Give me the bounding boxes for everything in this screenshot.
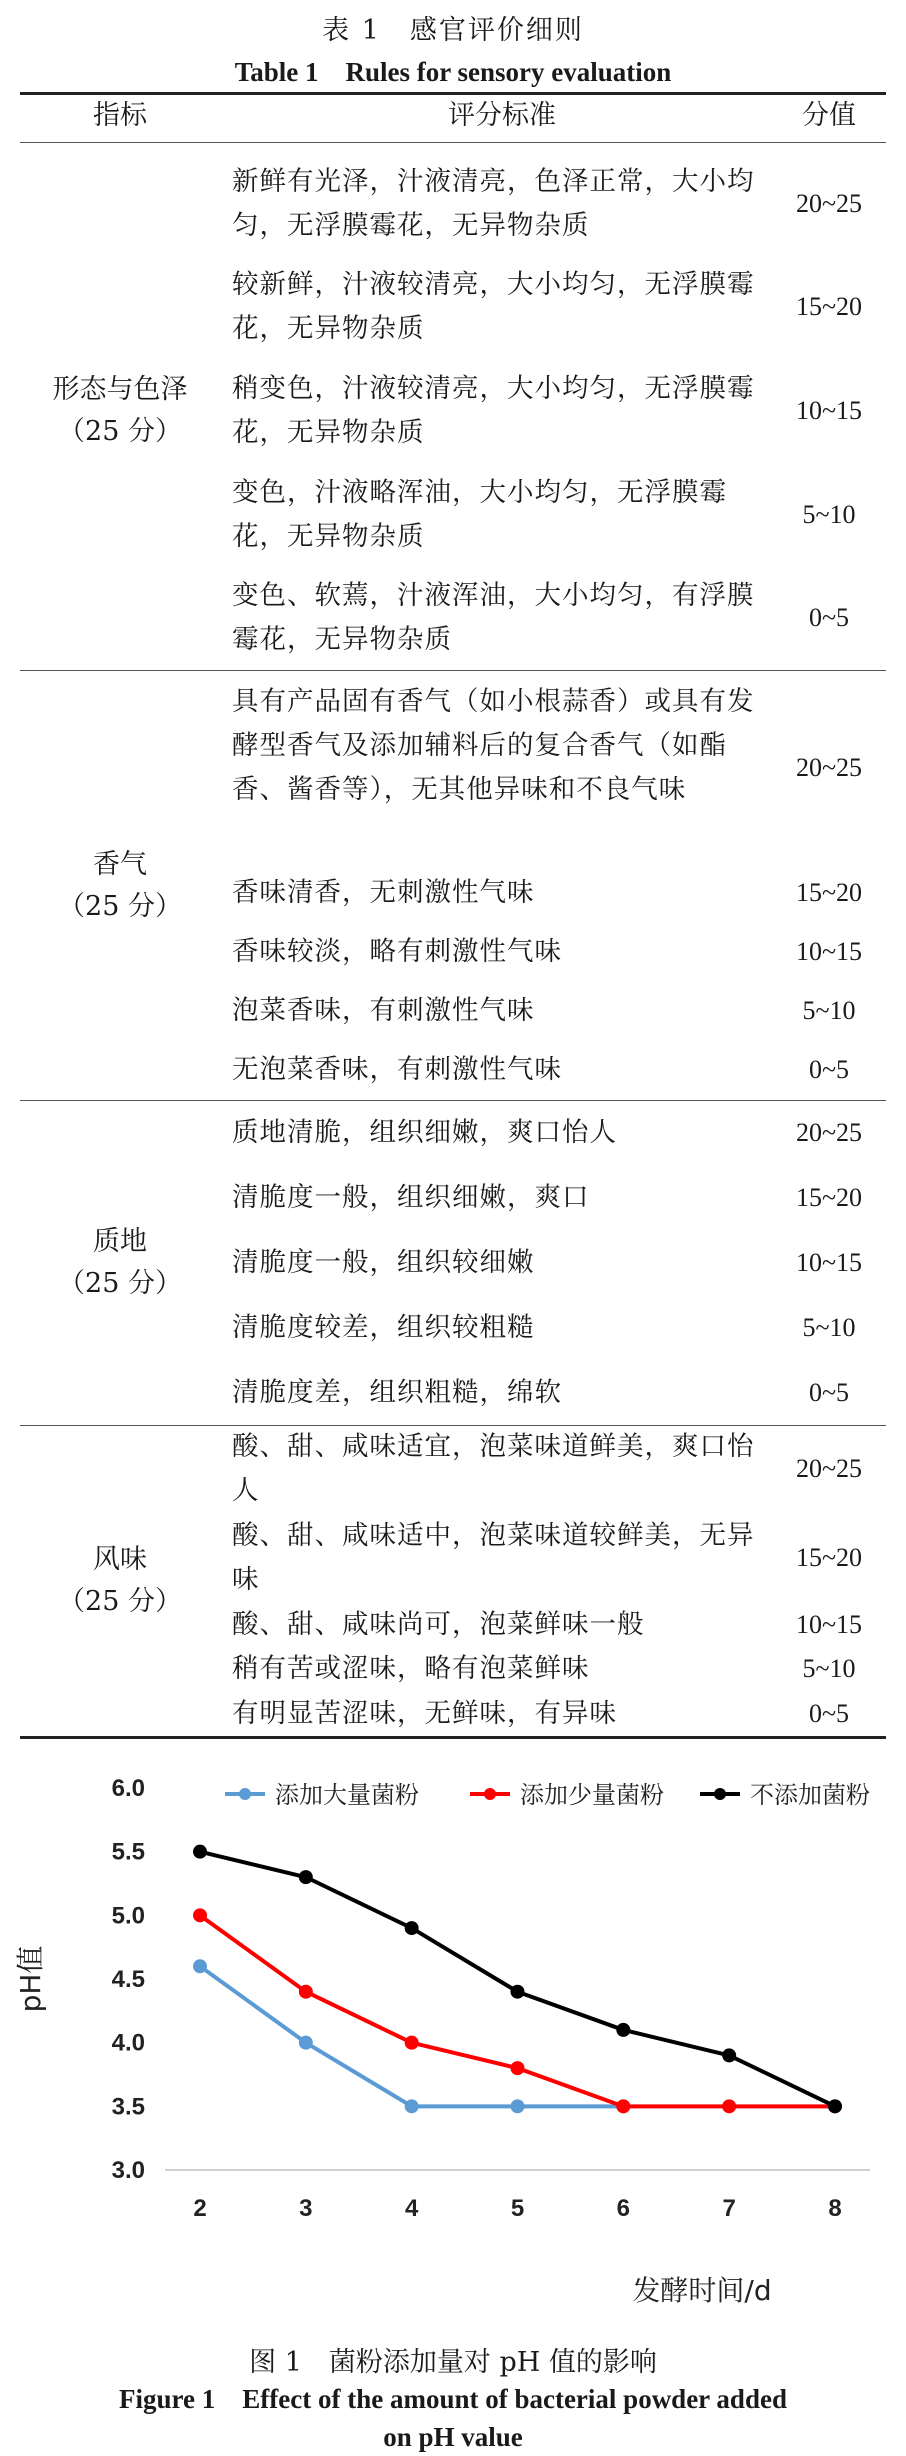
score-cell: 10~15: [795, 1247, 863, 1277]
header-rule: [20, 142, 886, 143]
data-point: [193, 1908, 207, 1922]
category-name: 香气: [93, 849, 147, 880]
category-cell: [20, 1221, 220, 1305]
category-points: （25 分）: [58, 1267, 182, 1299]
category-cell: [20, 844, 220, 928]
legend-label: 不添加菌粉: [750, 1781, 870, 1809]
criteria-cell: 泡菜香味，有刺激性气味: [232, 995, 535, 1027]
data-point: [299, 1870, 313, 1884]
y-tick-label: 4.0: [111, 2029, 145, 2057]
data-point: [193, 1845, 207, 1859]
criteria-cell: 清脆度差，组织粗糙，绵软: [232, 1376, 562, 1408]
legend-label: 添加大量菌粉: [275, 1781, 419, 1809]
score-cell: 20~25: [795, 188, 863, 218]
score-cell: 0~5: [808, 1698, 850, 1728]
score-cell: 0~5: [808, 1377, 850, 1407]
criteria-cell: 酸、甜、咸味适中，泡菜味道较鲜美，无异味: [232, 1519, 755, 1595]
criteria-cell: 香味清香，无刺激性气味: [232, 876, 535, 908]
data-point: [616, 2099, 630, 2113]
y-tick-label: 6.0: [111, 1775, 145, 1802]
criteria-cell: 酸、甜、咸味尚可，泡菜鲜味一般: [232, 1608, 645, 1640]
score-cell: 20~25: [795, 752, 863, 782]
criteria-cell: 清脆度较差，组织较粗糙: [232, 1311, 535, 1343]
score-cell: 10~15: [795, 937, 863, 966]
category-name: 形态与色泽: [52, 374, 188, 405]
y-tick-label: 5.0: [111, 1902, 145, 1930]
score-cell: 5~10: [802, 996, 856, 1026]
criteria-cell: 有明显苦涩味，无鲜味，有异味: [232, 1697, 617, 1729]
x-tick-label: 7: [722, 2195, 736, 2222]
group-separator: [20, 1100, 886, 1101]
ph-line-chart: [0, 1770, 906, 2330]
criteria-cell: 稍变色，汁液较清亮，大小均匀，无浮膜霉花，无异物杂质: [232, 373, 755, 448]
legend-swatch-marker: [714, 1788, 726, 1800]
figure-caption-cn: 图 1 菌粉添加量对 pH 值的影响: [249, 2347, 657, 2378]
category-points: （25 分）: [58, 416, 182, 447]
score-cell: 15~20: [795, 877, 863, 907]
group-separator: [20, 670, 886, 671]
criteria-cell: 清脆度一般，组织细嫩，爽口: [232, 1181, 590, 1213]
x-axis-title: 发酵时间/d: [632, 2274, 772, 2307]
data-point: [511, 2061, 525, 2075]
header-score: 分值: [802, 100, 856, 131]
data-point: [299, 1985, 313, 1999]
x-tick-label: 3: [299, 2195, 313, 2222]
score-cell: 15~20: [795, 1182, 863, 1212]
score-cell: 5~10: [802, 1312, 856, 1342]
table-bottom-rule: [20, 1736, 886, 1739]
data-point: [722, 2048, 736, 2062]
x-tick-label: 6: [616, 2195, 631, 2222]
y-tick-label: 3.0: [111, 2157, 145, 2184]
legend-label: 添加少量菌粉: [520, 1781, 664, 1809]
header-indicator: 指标: [93, 100, 147, 131]
figure-caption-en: [0, 2380, 906, 2456]
criteria-cell: 变色，汁液略浑油，大小均匀，无浮膜霉花，无异物杂质: [232, 476, 727, 552]
category-cell: [20, 369, 220, 453]
score-cell: 10~15: [795, 1609, 863, 1639]
legend-swatch-marker: [239, 1788, 251, 1800]
x-tick-label: 5: [510, 2195, 525, 2222]
criteria-cell: 质地清脆，组织细嫩，爽口怡人: [232, 1116, 617, 1148]
y-tick-label: 5.5: [111, 1838, 145, 1866]
y-tick-label: 4.5: [111, 1966, 145, 1993]
data-point: [722, 2099, 736, 2113]
table-caption-cn: 表 1 感官评价细则: [322, 15, 584, 46]
score-cell: 20~25: [795, 1117, 863, 1147]
figure-caption-en-line1: Figure 1 Effect of the amount of bacterial powder added: [119, 2384, 787, 2414]
data-point: [405, 2036, 419, 2050]
category-cell: [20, 1539, 220, 1623]
score-cell: 15~20: [795, 1542, 863, 1572]
criteria-cell: 较新鲜，汁液较清亮，大小均匀，无浮膜霉花，无异物杂质: [232, 269, 755, 345]
figure-caption-en-line2: on pH value: [383, 2422, 523, 2452]
data-point: [616, 2023, 630, 2037]
x-tick-label: 4: [404, 2195, 419, 2222]
criteria-cell: 具有产品固有香气（如小根蒜香）或具有发酵型香气及添加辅料后的复合香气（如酯香、酱香等），无其他异味和不良气味: [232, 685, 755, 805]
criteria-cell: 新鲜有光泽，汁液清亮，色泽正常，大小均匀，无浮膜霉花，无异物杂质: [232, 165, 755, 241]
score-cell: 15~20: [795, 292, 863, 322]
y-tick-label: 3.5: [111, 2093, 145, 2121]
category-name: 风味: [93, 1543, 147, 1575]
legend-swatch-marker: [484, 1788, 496, 1800]
data-point: [299, 2036, 313, 2050]
criteria-cell: 稍有苦或涩味，略有泡菜鲜味: [232, 1653, 590, 1685]
category-name: 质地: [93, 1225, 147, 1257]
score-cell: 5~10: [802, 499, 856, 529]
data-point: [405, 1921, 419, 1935]
category-points: （25 分）: [58, 891, 182, 922]
data-point: [405, 2099, 419, 2113]
criteria-cell: 清脆度一般，组织较细嫩: [232, 1246, 535, 1278]
criteria-cell: 无泡菜香味，有刺激性气味: [232, 1054, 562, 1086]
category-points: （25 分）: [58, 1585, 182, 1617]
y-axis-title: pH值: [14, 1945, 47, 2013]
criteria-cell: 香味较淡，略有刺激性气味: [232, 936, 562, 967]
score-cell: 10~15: [795, 396, 863, 425]
header-criteria: 评分标准: [448, 100, 556, 131]
score-cell: 5~10: [802, 1654, 856, 1684]
score-cell: 0~5: [808, 603, 850, 633]
series-line: [200, 1915, 835, 2106]
data-point: [511, 2099, 525, 2113]
data-point: [193, 1959, 207, 1973]
score-cell: 20~25: [795, 1454, 863, 1484]
criteria-cell: 酸、甜、咸味适宜，泡菜味道鲜美，爽口怡人: [232, 1431, 755, 1507]
criteria-cell: 变色、软蔫，汁液浑油，大小均匀，有浮膜霉花，无异物杂质: [232, 580, 755, 656]
x-tick-label: 2: [193, 2195, 207, 2222]
table-caption-en: Table 1 Rules for sensory evaluation: [234, 57, 672, 87]
score-cell: 0~5: [808, 1055, 850, 1085]
x-tick-label: 8: [828, 2195, 842, 2222]
data-point: [511, 1985, 525, 1999]
data-point: [828, 2099, 842, 2113]
